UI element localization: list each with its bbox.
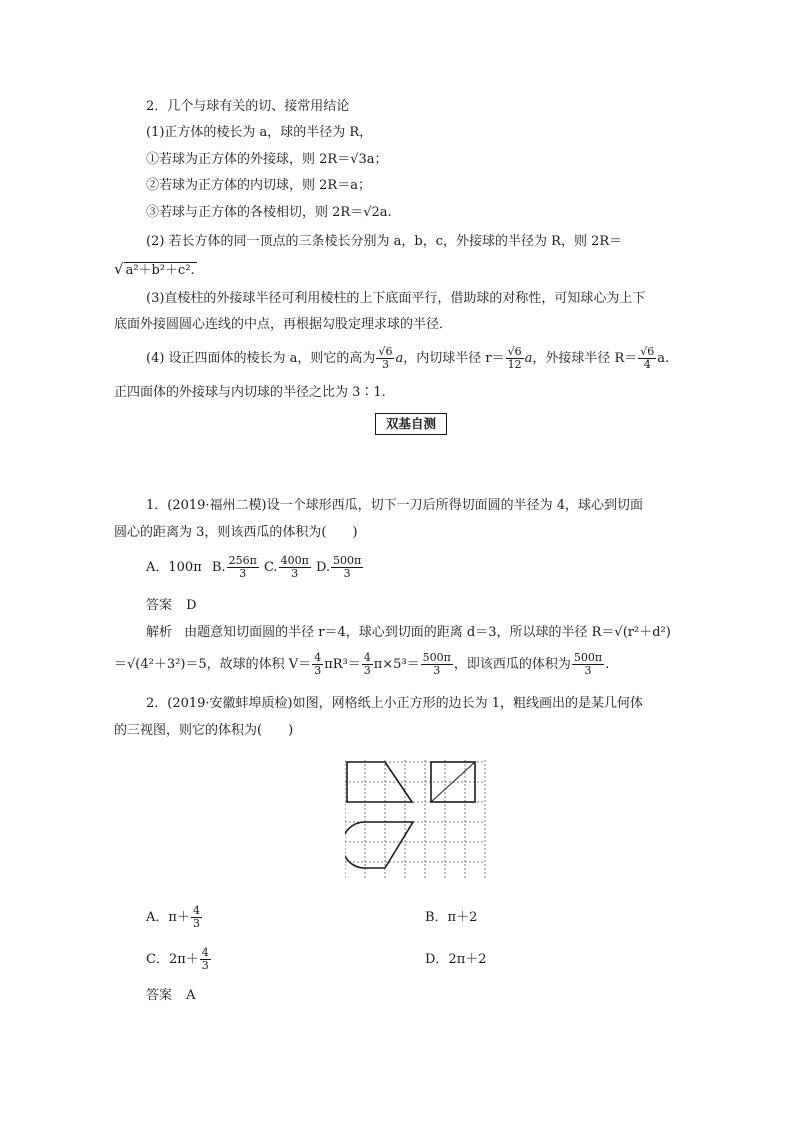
item2-radical: a²＋b²＋c². — [125, 263, 195, 278]
q2-line1: 2．(2019·安徽蚌埠质检)如图，网格纸上小正方形的边长为 1，粗线画出的是某几何体 — [146, 696, 644, 711]
q1-frac-500-a-num: 500π — [422, 651, 451, 664]
item4-circumradius-frac — [638, 346, 656, 371]
q2-option-d: D．2π＋2 — [425, 952, 487, 967]
item4-line2: 正四面体的外接球与内切球的半径之比为 3∶1. — [114, 385, 386, 400]
top-view — [345, 822, 413, 868]
q1-analysis-text2a: ＝√(4²＋3²)＝5，故球的体积 V＝ — [114, 657, 312, 672]
q1-option-d-frac — [331, 555, 363, 580]
item4-height-frac — [376, 346, 394, 371]
q1-frac-4-3-a — [312, 652, 323, 677]
item4-inradius-den: 12 — [507, 358, 522, 371]
q2-answer-label: 答案 — [146, 988, 173, 1003]
q1-answer — [146, 597, 197, 615]
q1-line2: 圆心的距离为 3，则该西瓜的体积为( ) — [114, 525, 358, 540]
item4-line1: (4) 设正四面体的棱长为 a，则它的高为 $\frac{√6}{3}$ a，内切球半径 r＝ $\frac{√6}{12}$ a，外接球半径 R＝ $\frac{√6}{4}$ a. — [146, 345, 670, 371]
q2-option-c-label: C．2π＋ — [146, 952, 199, 967]
item2-line1: (2) 若长方体的同一顶点的三条棱长分别为 a，b，c，外接球的半径为 R，则 2R＝ — [146, 234, 623, 249]
q1-answer-value: D — [186, 598, 197, 613]
q1-option-a: A．100π — [146, 560, 202, 575]
q1-option-b-num: 256π — [228, 554, 257, 567]
q1-option-c-label: C. — [263, 560, 278, 575]
q1-analysis-text2d: ，即该西瓜的体积为 — [453, 657, 571, 672]
item4-mid1: ，内切球半径 r＝ — [403, 351, 505, 366]
q2-line2: 的三视图，则它的体积为( ) — [114, 723, 294, 738]
q1-analysis-text2c: π×5³＝ — [373, 657, 420, 672]
item4-height-num: √6 — [378, 345, 393, 358]
q2-option-a-num: 4 — [192, 904, 200, 917]
item4-end: a. — [657, 351, 670, 366]
grid-lines — [345, 760, 485, 878]
section-heading: 2．几个与球有关的切、接常用结论 — [146, 99, 350, 114]
q2-answer — [146, 987, 196, 1005]
q1-option-d-label: D. — [315, 560, 331, 575]
q1-option-c-frac — [279, 555, 311, 580]
q1-option-c-num: 400π — [280, 554, 309, 567]
item4-height-den: 3 — [381, 358, 389, 371]
q1-option-c-den: 3 — [291, 567, 299, 580]
q2-option-a-label: A．π＋ — [146, 910, 190, 925]
q2-option-c-den: 3 — [201, 959, 209, 972]
item4-prefix: (4) 设正四面体的棱长为 a，则它的高为 — [146, 351, 376, 366]
item1-intro: (1)正方体的棱长为 a，球的半径为 R， — [146, 125, 373, 140]
q1-frac-4-3-b — [362, 652, 373, 677]
q1-analysis-label: 解析 — [146, 625, 173, 640]
q1-frac-500-a — [421, 652, 453, 677]
three-view-figure — [345, 760, 487, 878]
item2-line2: √ a²＋b²＋c². — [114, 260, 195, 278]
q1-frac-500-b-num: 500π — [573, 651, 603, 664]
q2-option-c-num: 4 — [201, 946, 209, 959]
item1-c: ③若球与正方体的各棱相切，则 2R＝√2a. — [146, 205, 392, 220]
item1-b: ②若球为正方体的内切球，则 2R＝a； — [146, 178, 371, 193]
item4-circumradius-num: √6 — [640, 345, 655, 358]
item3-line2: 底面外接圆圆心连线的中点，再根据勾股定理求球的半径． — [114, 317, 453, 332]
q1-option-d-num: 500π — [333, 554, 362, 567]
q2-answer-value: A — [186, 988, 196, 1003]
q2-option-a — [146, 903, 203, 933]
q1-option-b-frac — [227, 555, 259, 580]
q2-option-a-den: 3 — [192, 917, 200, 930]
q1-frac-4-3-b-num: 4 — [363, 651, 371, 664]
q1-frac-500-b — [572, 652, 604, 677]
q2-option-c — [146, 945, 212, 975]
item1-a: ①若球为正方体的外接球，则 2R＝√3a； — [146, 152, 388, 167]
section-box-label: 双基自测 — [375, 413, 447, 435]
q1-option-b-label: B. — [211, 560, 226, 575]
item4-mid2: ，外接球半径 R＝ — [532, 351, 638, 366]
item4-inradius-frac — [506, 346, 524, 371]
q1-frac-4-3-b-den: 3 — [363, 664, 371, 677]
item3-line1: (3)直棱柱的外接球半径可利用棱柱的上下底面平行，借助球的对称性，可知球心为上下 — [146, 291, 646, 306]
q1-option-b-den: 3 — [239, 567, 247, 580]
item4-inradius-num: √6 — [507, 345, 522, 358]
q2-option-a-frac — [191, 905, 202, 930]
q1-answer-label: 答案 — [146, 598, 173, 613]
q2-option-c-frac — [200, 947, 211, 972]
q1-frac-500-b-den: 3 — [584, 664, 592, 677]
item4-circumradius-den: 4 — [643, 358, 651, 371]
q1-frac-4-3-a-den: 3 — [314, 664, 322, 677]
q1-frac-500-a-den: 3 — [433, 664, 441, 677]
q1-analysis-line2 — [114, 650, 609, 680]
q1-analysis-line1 — [146, 624, 671, 642]
q1-analysis-text2b: πR³＝ — [324, 657, 361, 672]
q2-option-b: B．π＋2 — [425, 910, 478, 925]
q1-frac-4-3-a-num: 4 — [314, 651, 322, 664]
q1-option-d-den: 3 — [343, 567, 351, 580]
q1-options — [146, 553, 364, 583]
q1-analysis-text2e: . — [605, 657, 610, 672]
q1-analysis-text1: 由题意知切面圆的半径 r＝4，球心到切面的距离 d＝3，所以球的半径 R＝√(r²＋d²) — [184, 625, 671, 640]
q1-line1: 1．(2019·福州二模)设一个球形西瓜，切下一刀后所得切面圆的半径为 4，球心到切面 — [146, 498, 644, 513]
